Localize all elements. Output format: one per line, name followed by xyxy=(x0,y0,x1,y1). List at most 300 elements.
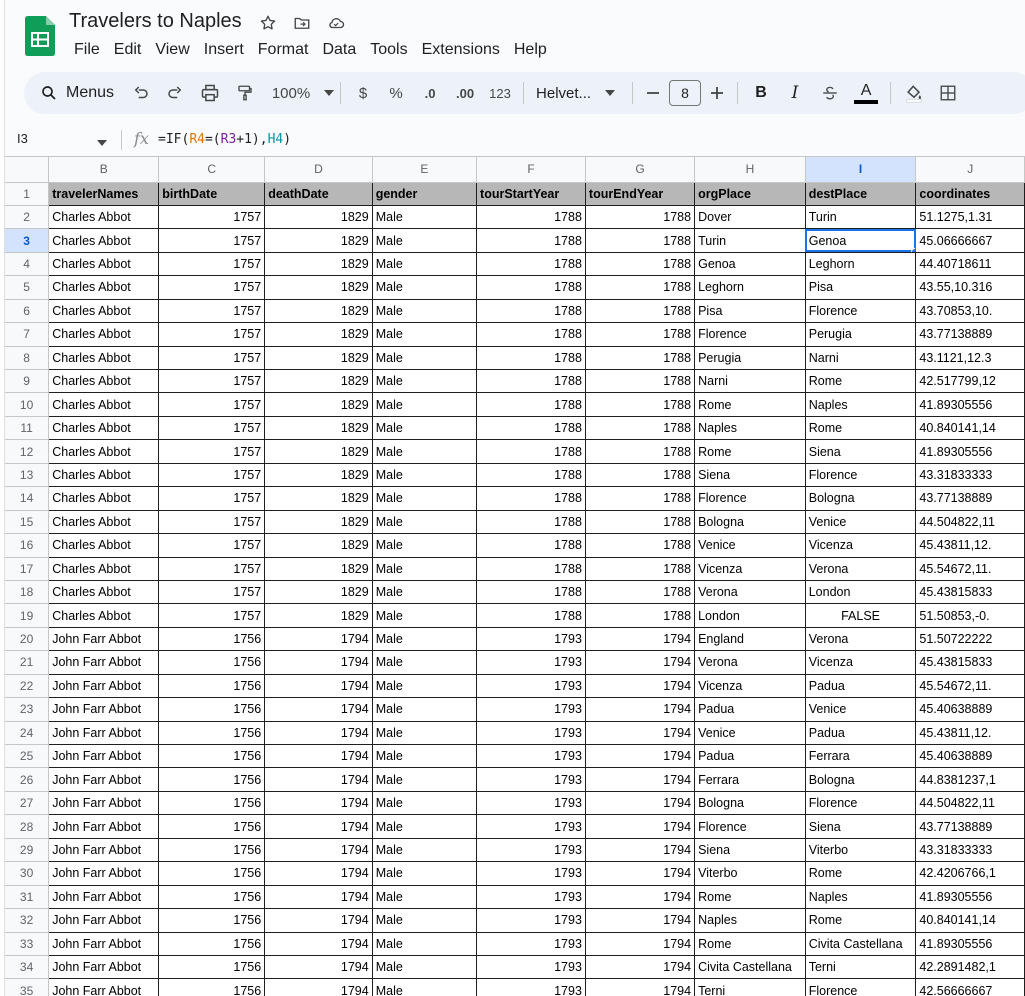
cell-d35[interactable]: 1794 xyxy=(265,979,372,996)
cell-e30[interactable]: Male xyxy=(372,862,476,885)
cell-b33[interactable]: John Farr Abbot xyxy=(49,932,159,955)
cell-g23[interactable]: 1794 xyxy=(585,698,694,721)
increase-font-size-icon[interactable] xyxy=(703,78,731,108)
cell-c13[interactable]: 1757 xyxy=(159,463,265,486)
cell-c8[interactable]: 1757 xyxy=(159,346,265,369)
cell-g1[interactable]: tourEndYear xyxy=(585,182,694,205)
cell-j2[interactable]: 51.1275,1.31 xyxy=(916,205,1025,228)
cell-i17[interactable]: Verona xyxy=(805,557,916,580)
cell-b23[interactable]: John Farr Abbot xyxy=(49,698,159,721)
cell-d13[interactable]: 1829 xyxy=(265,463,372,486)
cell-i29[interactable]: Viterbo xyxy=(805,838,916,861)
cell-c6[interactable]: 1757 xyxy=(159,299,265,322)
cell-e15[interactable]: Male xyxy=(372,510,476,533)
cell-g32[interactable]: 1794 xyxy=(585,909,694,932)
cell-c25[interactable]: 1756 xyxy=(159,745,265,768)
cell-g3[interactable]: 1788 xyxy=(585,229,694,252)
menu-edit[interactable]: Edit xyxy=(113,41,142,58)
cell-j32[interactable]: 40.840141,14 xyxy=(916,909,1025,932)
column-header-f[interactable]: F xyxy=(477,157,586,182)
chevron-down-icon[interactable] xyxy=(97,133,107,151)
cell-e6[interactable]: Male xyxy=(372,299,476,322)
cell-h13[interactable]: Siena xyxy=(695,463,806,486)
cell-i22[interactable]: Padua xyxy=(805,674,916,697)
row-header[interactable]: 12 xyxy=(5,440,49,463)
cell-e8[interactable]: Male xyxy=(372,346,476,369)
cell-j19[interactable]: 51.50853,-0. xyxy=(916,604,1025,627)
cell-e12[interactable]: Male xyxy=(372,440,476,463)
row-header[interactable]: 33 xyxy=(5,932,49,955)
cell-j23[interactable]: 45.40638889 xyxy=(916,698,1025,721)
cell-j18[interactable]: 45.43815833 xyxy=(916,580,1025,603)
cell-j34[interactable]: 42.2891482,1 xyxy=(916,955,1025,978)
cell-i6[interactable]: Florence xyxy=(805,299,916,322)
cell-h15[interactable]: Bologna xyxy=(695,510,806,533)
cell-j1[interactable]: coordinates xyxy=(916,182,1025,205)
cell-f14[interactable]: 1788 xyxy=(477,487,586,510)
cell-g24[interactable]: 1794 xyxy=(585,721,694,744)
cell-g8[interactable]: 1788 xyxy=(585,346,694,369)
cell-b5[interactable]: Charles Abbot xyxy=(49,276,159,299)
cell-d4[interactable]: 1829 xyxy=(265,252,372,275)
cell-f30[interactable]: 1793 xyxy=(477,862,586,885)
sheets-logo-icon[interactable] xyxy=(25,16,55,56)
cell-b24[interactable]: John Farr Abbot xyxy=(49,721,159,744)
cell-d34[interactable]: 1794 xyxy=(265,955,372,978)
menu-tools[interactable]: Tools xyxy=(370,41,408,58)
cell-i3[interactable]: Genoa xyxy=(805,229,916,252)
cell-h35[interactable]: Terni xyxy=(695,979,806,996)
cell-e28[interactable]: Male xyxy=(372,815,476,838)
cell-e14[interactable]: Male xyxy=(372,487,476,510)
cell-d26[interactable]: 1794 xyxy=(265,768,372,791)
cell-i30[interactable]: Rome xyxy=(805,862,916,885)
cell-h16[interactable]: Venice xyxy=(695,534,806,557)
cell-f19[interactable]: 1788 xyxy=(477,604,586,627)
cell-b13[interactable]: Charles Abbot xyxy=(49,463,159,486)
cell-b20[interactable]: John Farr Abbot xyxy=(49,627,159,650)
row-header[interactable]: 24 xyxy=(5,721,49,744)
cell-b31[interactable]: John Farr Abbot xyxy=(49,885,159,908)
cell-c26[interactable]: 1756 xyxy=(159,768,265,791)
cell-c22[interactable]: 1756 xyxy=(159,674,265,697)
cell-e24[interactable]: Male xyxy=(372,721,476,744)
cell-d23[interactable]: 1794 xyxy=(265,698,372,721)
select-all-corner[interactable] xyxy=(5,157,49,182)
cell-e25[interactable]: Male xyxy=(372,745,476,768)
cell-d22[interactable]: 1794 xyxy=(265,674,372,697)
name-box[interactable]: I3 xyxy=(17,131,28,146)
cell-i16[interactable]: Vicenza xyxy=(805,534,916,557)
cell-h14[interactable]: Florence xyxy=(695,487,806,510)
cell-h17[interactable]: Vicenza xyxy=(695,557,806,580)
row-header[interactable]: 9 xyxy=(5,370,49,393)
paint-format-icon[interactable] xyxy=(228,78,262,108)
cell-i21[interactable]: Vicenza xyxy=(805,651,916,674)
print-icon[interactable] xyxy=(192,78,228,108)
strikethrough-icon[interactable] xyxy=(812,78,848,108)
row-header[interactable]: 31 xyxy=(5,885,49,908)
cell-e13[interactable]: Male xyxy=(372,463,476,486)
row-header[interactable]: 28 xyxy=(5,815,49,838)
cell-e11[interactable]: Male xyxy=(372,416,476,439)
cell-g34[interactable]: 1794 xyxy=(585,955,694,978)
cell-f35[interactable]: 1793 xyxy=(477,979,586,996)
cell-g27[interactable]: 1794 xyxy=(585,791,694,814)
cell-e16[interactable]: Male xyxy=(372,534,476,557)
cell-j33[interactable]: 41.89305556 xyxy=(916,932,1025,955)
fill-color-icon[interactable] xyxy=(897,78,931,108)
cell-e32[interactable]: Male xyxy=(372,909,476,932)
cell-e27[interactable]: Male xyxy=(372,791,476,814)
cell-f24[interactable]: 1793 xyxy=(477,721,586,744)
cell-d16[interactable]: 1829 xyxy=(265,534,372,557)
cell-j5[interactable]: 43.55,10.316 xyxy=(916,276,1025,299)
cell-b14[interactable]: Charles Abbot xyxy=(49,487,159,510)
cell-f11[interactable]: 1788 xyxy=(477,416,586,439)
cell-i5[interactable]: Pisa xyxy=(805,276,916,299)
cell-j24[interactable]: 45.43811,12. xyxy=(916,721,1025,744)
cell-i23[interactable]: Venice xyxy=(805,698,916,721)
cell-g7[interactable]: 1788 xyxy=(585,323,694,346)
row-header[interactable]: 34 xyxy=(5,955,49,978)
cell-h1[interactable]: orgPlace xyxy=(695,182,806,205)
cell-i25[interactable]: Ferrara xyxy=(805,745,916,768)
cell-i19[interactable]: FALSE xyxy=(805,604,916,627)
cell-i1[interactable]: destPlace xyxy=(805,182,916,205)
cell-j10[interactable]: 41.89305556 xyxy=(916,393,1025,416)
cell-i26[interactable]: Bologna xyxy=(805,768,916,791)
column-header-e[interactable]: E xyxy=(372,157,476,182)
cell-g21[interactable]: 1794 xyxy=(585,651,694,674)
cell-d2[interactable]: 1829 xyxy=(265,205,372,228)
cell-e10[interactable]: Male xyxy=(372,393,476,416)
row-header[interactable]: 17 xyxy=(5,557,49,580)
cell-c17[interactable]: 1757 xyxy=(159,557,265,580)
decrease-font-size-icon[interactable] xyxy=(639,78,667,108)
cell-c1[interactable]: birthDate xyxy=(159,182,265,205)
cell-g12[interactable]: 1788 xyxy=(585,440,694,463)
cell-e20[interactable]: Male xyxy=(372,627,476,650)
cell-g17[interactable]: 1788 xyxy=(585,557,694,580)
cell-j9[interactable]: 42.517799,12 xyxy=(916,370,1025,393)
cell-j26[interactable]: 44.8381237,1 xyxy=(916,768,1025,791)
cell-j22[interactable]: 45.54672,11. xyxy=(916,674,1025,697)
cell-i13[interactable]: Florence xyxy=(805,463,916,486)
cell-b26[interactable]: John Farr Abbot xyxy=(49,768,159,791)
cell-d27[interactable]: 1794 xyxy=(265,791,372,814)
column-header-g[interactable]: G xyxy=(585,157,694,182)
cell-d30[interactable]: 1794 xyxy=(265,862,372,885)
row-header[interactable]: 23 xyxy=(5,698,49,721)
cell-g4[interactable]: 1788 xyxy=(585,252,694,275)
cell-f6[interactable]: 1788 xyxy=(477,299,586,322)
column-header-j[interactable]: J xyxy=(916,157,1025,182)
cell-h29[interactable]: Siena xyxy=(695,838,806,861)
cell-f27[interactable]: 1793 xyxy=(477,791,586,814)
cell-f31[interactable]: 1793 xyxy=(477,885,586,908)
cell-h32[interactable]: Naples xyxy=(695,909,806,932)
cell-f22[interactable]: 1793 xyxy=(477,674,586,697)
cell-b27[interactable]: John Farr Abbot xyxy=(49,791,159,814)
cell-e22[interactable]: Male xyxy=(372,674,476,697)
cell-g31[interactable]: 1794 xyxy=(585,885,694,908)
cell-d33[interactable]: 1794 xyxy=(265,932,372,955)
row-header[interactable]: 25 xyxy=(5,745,49,768)
cell-g25[interactable]: 1794 xyxy=(585,745,694,768)
cell-g13[interactable]: 1788 xyxy=(585,463,694,486)
cell-f28[interactable]: 1793 xyxy=(477,815,586,838)
cell-i7[interactable]: Perugia xyxy=(805,323,916,346)
cell-j20[interactable]: 51.50722222 xyxy=(916,627,1025,650)
menu-file[interactable]: File xyxy=(74,41,100,58)
cell-f13[interactable]: 1788 xyxy=(477,463,586,486)
cell-h3[interactable]: Turin xyxy=(695,229,806,252)
cell-j8[interactable]: 43.1121,12.3 xyxy=(916,346,1025,369)
cell-h10[interactable]: Rome xyxy=(695,393,806,416)
cell-f12[interactable]: 1788 xyxy=(477,440,586,463)
cell-h21[interactable]: Verona xyxy=(695,651,806,674)
cell-g6[interactable]: 1788 xyxy=(585,299,694,322)
cell-i18[interactable]: London xyxy=(805,580,916,603)
row-header[interactable]: 26 xyxy=(5,768,49,791)
cell-f29[interactable]: 1793 xyxy=(477,838,586,861)
cell-c31[interactable]: 1756 xyxy=(159,885,265,908)
increase-decimal-button[interactable]: .00 xyxy=(455,85,475,101)
redo-icon[interactable] xyxy=(158,78,192,108)
cell-e2[interactable]: Male xyxy=(372,205,476,228)
cell-d17[interactable]: 1829 xyxy=(265,557,372,580)
cell-h18[interactable]: Verona xyxy=(695,580,806,603)
cell-g30[interactable]: 1794 xyxy=(585,862,694,885)
cell-c18[interactable]: 1757 xyxy=(159,580,265,603)
cell-f18[interactable]: 1788 xyxy=(477,580,586,603)
cell-e19[interactable]: Male xyxy=(372,604,476,627)
cell-h2[interactable]: Dover xyxy=(695,205,806,228)
cell-e1[interactable]: gender xyxy=(372,182,476,205)
cell-f25[interactable]: 1793 xyxy=(477,745,586,768)
cell-g33[interactable]: 1794 xyxy=(585,932,694,955)
cell-h8[interactable]: Perugia xyxy=(695,346,806,369)
cell-g29[interactable]: 1794 xyxy=(585,838,694,861)
row-header[interactable]: 20 xyxy=(5,627,49,650)
cell-h25[interactable]: Padua xyxy=(695,745,806,768)
row-header[interactable]: 30 xyxy=(5,862,49,885)
cell-d19[interactable]: 1829 xyxy=(265,604,372,627)
row-header[interactable]: 4 xyxy=(5,252,49,275)
move-folder-icon[interactable] xyxy=(291,12,313,34)
cell-g9[interactable]: 1788 xyxy=(585,370,694,393)
row-header[interactable]: 27 xyxy=(5,791,49,814)
cell-h23[interactable]: Padua xyxy=(695,698,806,721)
cell-b17[interactable]: Charles Abbot xyxy=(49,557,159,580)
cell-f2[interactable]: 1788 xyxy=(477,205,586,228)
cell-g14[interactable]: 1788 xyxy=(585,487,694,510)
column-header-h[interactable]: H xyxy=(695,157,806,182)
cell-f17[interactable]: 1788 xyxy=(477,557,586,580)
font-size-value[interactable]: 8 xyxy=(669,80,701,106)
cell-d3[interactable]: 1829 xyxy=(265,229,372,252)
row-header[interactable]: 21 xyxy=(5,651,49,674)
cell-b2[interactable]: Charles Abbot xyxy=(49,205,159,228)
row-header[interactable]: 32 xyxy=(5,909,49,932)
cell-i2[interactable]: Turin xyxy=(805,205,916,228)
cell-f20[interactable]: 1793 xyxy=(477,627,586,650)
cell-e23[interactable]: Male xyxy=(372,698,476,721)
cell-b6[interactable]: Charles Abbot xyxy=(49,299,159,322)
cell-i9[interactable]: Rome xyxy=(805,370,916,393)
cell-d28[interactable]: 1794 xyxy=(265,815,372,838)
cell-b35[interactable]: John Farr Abbot xyxy=(49,979,159,996)
cell-c24[interactable]: 1756 xyxy=(159,721,265,744)
cell-f4[interactable]: 1788 xyxy=(477,252,586,275)
row-header[interactable]: 7 xyxy=(5,323,49,346)
row-header[interactable]: 5 xyxy=(5,276,49,299)
cell-d25[interactable]: 1794 xyxy=(265,745,372,768)
cell-b15[interactable]: Charles Abbot xyxy=(49,510,159,533)
cell-e31[interactable]: Male xyxy=(372,885,476,908)
font-size-field[interactable] xyxy=(667,78,703,108)
cell-b12[interactable]: Charles Abbot xyxy=(49,440,159,463)
cell-j14[interactable]: 43.77138889 xyxy=(916,487,1025,510)
cell-b32[interactable]: John Farr Abbot xyxy=(49,909,159,932)
cell-d11[interactable]: 1829 xyxy=(265,416,372,439)
cell-f21[interactable]: 1793 xyxy=(477,651,586,674)
cell-j31[interactable]: 41.89305556 xyxy=(916,885,1025,908)
cell-d29[interactable]: 1794 xyxy=(265,838,372,861)
cell-g10[interactable]: 1788 xyxy=(585,393,694,416)
column-header-d[interactable]: D xyxy=(265,157,372,182)
row-header[interactable]: 1 xyxy=(5,182,49,205)
cell-b4[interactable]: Charles Abbot xyxy=(49,252,159,275)
cell-b25[interactable]: John Farr Abbot xyxy=(49,745,159,768)
cell-e17[interactable]: Male xyxy=(372,557,476,580)
row-header[interactable]: 13 xyxy=(5,463,49,486)
cell-h5[interactable]: Leghorn xyxy=(695,276,806,299)
cell-h12[interactable]: Rome xyxy=(695,440,806,463)
cell-i31[interactable]: Naples xyxy=(805,885,916,908)
cell-i15[interactable]: Venice xyxy=(805,510,916,533)
cell-g35[interactable]: 1794 xyxy=(585,979,694,996)
cell-e34[interactable]: Male xyxy=(372,955,476,978)
text-color-button[interactable] xyxy=(848,78,884,108)
cell-j3[interactable]: 45.06666667 xyxy=(916,229,1025,252)
cell-i11[interactable]: Rome xyxy=(805,416,916,439)
cell-d14[interactable]: 1829 xyxy=(265,487,372,510)
cell-f1[interactable]: tourStartYear xyxy=(477,182,586,205)
cell-d8[interactable]: 1829 xyxy=(265,346,372,369)
cell-j27[interactable]: 44.504822,11 xyxy=(916,791,1025,814)
cell-i27[interactable]: Florence xyxy=(805,791,916,814)
cell-b29[interactable]: John Farr Abbot xyxy=(49,838,159,861)
cell-c14[interactable]: 1757 xyxy=(159,487,265,510)
menu-view[interactable]: View xyxy=(155,41,190,58)
cell-d20[interactable]: 1794 xyxy=(265,627,372,650)
cell-d5[interactable]: 1829 xyxy=(265,276,372,299)
currency-format-button[interactable]: $ xyxy=(358,84,368,102)
cell-f33[interactable]: 1793 xyxy=(477,932,586,955)
search-menus-button[interactable] xyxy=(30,78,124,108)
font-family-select[interactable] xyxy=(530,78,626,108)
cell-h9[interactable]: Narni xyxy=(695,370,806,393)
cell-f10[interactable]: 1788 xyxy=(477,393,586,416)
cell-f16[interactable]: 1788 xyxy=(477,534,586,557)
cell-f5[interactable]: 1788 xyxy=(477,276,586,299)
cell-e18[interactable]: Male xyxy=(372,580,476,603)
cell-b3[interactable]: Charles Abbot xyxy=(49,229,159,252)
cell-d7[interactable]: 1829 xyxy=(265,323,372,346)
cell-c2[interactable]: 1757 xyxy=(159,205,265,228)
cell-g18[interactable]: 1788 xyxy=(585,580,694,603)
cell-i28[interactable]: Siena xyxy=(805,815,916,838)
cell-e9[interactable]: Male xyxy=(372,370,476,393)
cell-h4[interactable]: Genoa xyxy=(695,252,806,275)
cell-d18[interactable]: 1829 xyxy=(265,580,372,603)
cell-i24[interactable]: Padua xyxy=(805,721,916,744)
cell-b30[interactable]: John Farr Abbot xyxy=(49,862,159,885)
borders-icon[interactable] xyxy=(931,78,965,108)
row-header[interactable]: 35 xyxy=(5,979,49,996)
row-header[interactable]: 14 xyxy=(5,487,49,510)
row-header[interactable]: 16 xyxy=(5,534,49,557)
cell-f23[interactable]: 1793 xyxy=(477,698,586,721)
row-header[interactable]: 19 xyxy=(5,604,49,627)
column-header-b[interactable]: B xyxy=(49,157,159,182)
cell-j12[interactable]: 41.89305556 xyxy=(916,440,1025,463)
more-formats-button[interactable]: 123 xyxy=(489,85,511,101)
menu-format[interactable]: Format xyxy=(257,41,309,58)
cell-j16[interactable]: 45.43811,12. xyxy=(916,534,1025,557)
cell-i12[interactable]: Siena xyxy=(805,440,916,463)
cell-h28[interactable]: Florence xyxy=(695,815,806,838)
cell-j28[interactable]: 43.77138889 xyxy=(916,815,1025,838)
cell-f3[interactable]: 1788 xyxy=(477,229,586,252)
cell-g19[interactable]: 1788 xyxy=(585,604,694,627)
cell-i34[interactable]: Terni xyxy=(805,955,916,978)
cell-h26[interactable]: Ferrara xyxy=(695,768,806,791)
cell-h20[interactable]: England xyxy=(695,627,806,650)
row-header[interactable]: 18 xyxy=(5,580,49,603)
cell-f8[interactable]: 1788 xyxy=(477,346,586,369)
cell-i35[interactable]: Florence xyxy=(805,979,916,996)
cell-d12[interactable]: 1829 xyxy=(265,440,372,463)
cell-c27[interactable]: 1756 xyxy=(159,791,265,814)
cell-b8[interactable]: Charles Abbot xyxy=(49,346,159,369)
cell-b10[interactable]: Charles Abbot xyxy=(49,393,159,416)
row-header[interactable]: 29 xyxy=(5,838,49,861)
cell-j7[interactable]: 43.77138889 xyxy=(916,323,1025,346)
cell-i10[interactable]: Naples xyxy=(805,393,916,416)
cell-j25[interactable]: 45.40638889 xyxy=(916,745,1025,768)
cell-d31[interactable]: 1794 xyxy=(265,885,372,908)
cell-c20[interactable]: 1756 xyxy=(159,627,265,650)
cell-c16[interactable]: 1757 xyxy=(159,534,265,557)
fill-handle[interactable] xyxy=(911,248,916,253)
row-header[interactable]: 10 xyxy=(5,393,49,416)
cell-f34[interactable]: 1793 xyxy=(477,955,586,978)
cell-d10[interactable]: 1829 xyxy=(265,393,372,416)
cell-d24[interactable]: 1794 xyxy=(265,721,372,744)
cell-f7[interactable]: 1788 xyxy=(477,323,586,346)
zoom-select[interactable] xyxy=(262,78,334,108)
cell-c5[interactable]: 1757 xyxy=(159,276,265,299)
undo-icon[interactable] xyxy=(124,78,158,108)
menu-data[interactable]: Data xyxy=(322,41,357,58)
cell-b18[interactable]: Charles Abbot xyxy=(49,580,159,603)
cell-c11[interactable]: 1757 xyxy=(159,416,265,439)
cell-c9[interactable]: 1757 xyxy=(159,370,265,393)
row-header[interactable]: 3 xyxy=(5,229,49,252)
